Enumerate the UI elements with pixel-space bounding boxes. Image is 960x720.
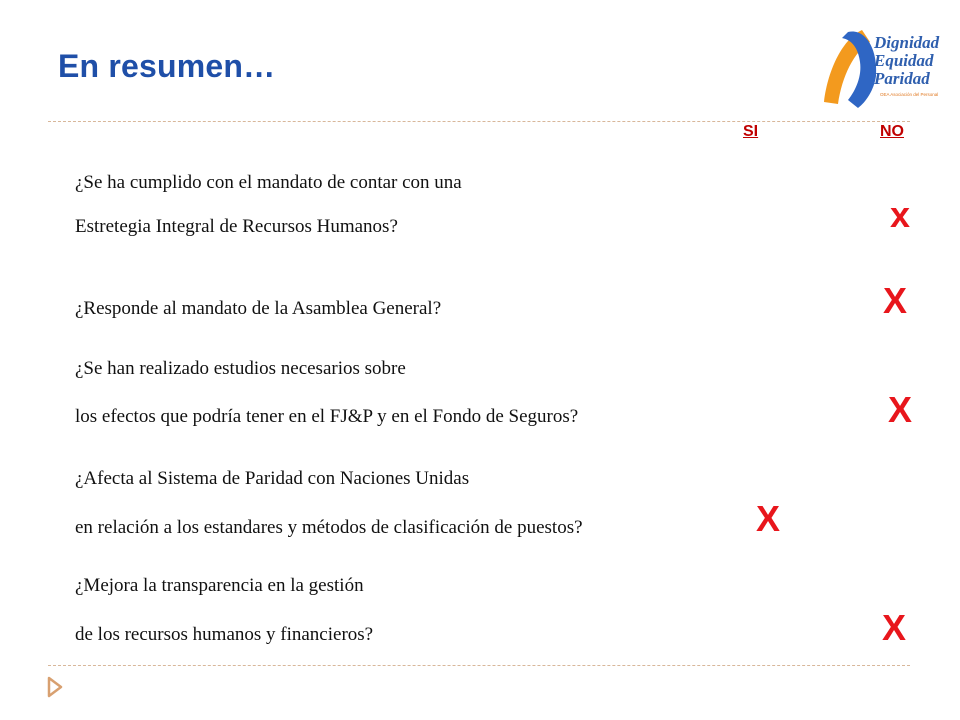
answer-mark-4: X (756, 498, 781, 539)
question-5-line-1: ¿Mejora la transparencia en la gestión (75, 575, 364, 596)
page-title: En resumen… (58, 48, 276, 84)
question-2-line-1: ¿Responde al mandato de la Asamblea General? (75, 298, 442, 319)
question-4-line-2: en relación a los estandares y métodos de clasificación de puestos? (75, 517, 583, 538)
question-4-line-1: ¿Afecta al Sistema de Paridad con Naciones Unidas (75, 468, 470, 489)
logo-caption: OEA Asociación del Personal (880, 92, 939, 97)
ribbon-logo-icon (818, 24, 940, 116)
answer-mark-1: x (890, 194, 911, 235)
column-header-si: SI (743, 123, 759, 140)
question-3-line-1: ¿Se han realizado estudios necesarios sobre (75, 358, 406, 379)
answer-mark-2: X (883, 280, 908, 321)
question-3-line-2: los efectos que podría tener en el FJ&P y en el Fondo de Seguros? (75, 406, 579, 427)
question-5-line-2: de los recursos humanos y financieros? (75, 624, 374, 645)
triangle-bullet-icon (46, 676, 64, 698)
top-divider (48, 121, 910, 122)
bottom-divider (48, 665, 910, 666)
logo-word-3: Paridad (874, 69, 930, 88)
question-1-line-2: Estretegia Integral de Recursos Humanos? (75, 216, 398, 237)
answer-mark-3: X (888, 389, 913, 430)
logo-word-2: Equidad (874, 51, 934, 70)
question-1-line-1: ¿Se ha cumplido con el mandato de contar con una (75, 172, 462, 193)
answer-mark-5: X (882, 607, 907, 648)
column-header-no: NO (880, 123, 904, 140)
logo-word-1: Dignidad (874, 33, 940, 52)
